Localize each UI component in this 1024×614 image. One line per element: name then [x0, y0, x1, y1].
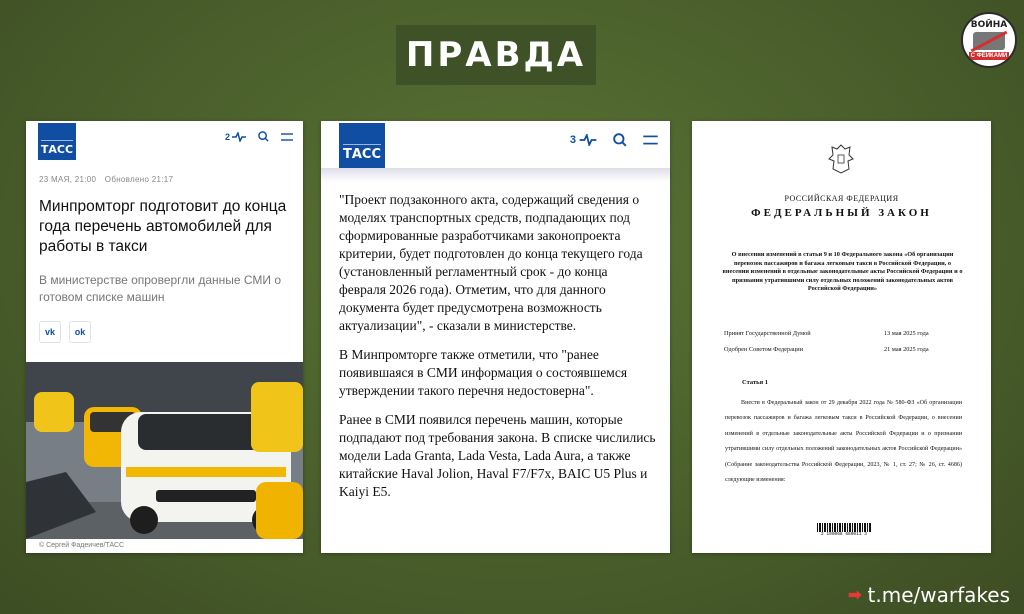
- coat-of-arms-icon: [828, 143, 854, 175]
- article-meta: [39, 175, 173, 184]
- arrow-right-icon: ➡: [848, 587, 862, 604]
- document-subject: О внесении изменений в статьи 9 и 10 Федерального закона «Об организации перевозок пассажиров и багажа легковым такси в Российской Федерации, о внесении изменений в отдельные законодательные акты Российской Федерации и о признании утратившими силу отдельных положений законодательных актов Российской Федерации»: [722, 251, 963, 292]
- search-icon[interactable]: [613, 133, 627, 147]
- approved-date: 21 мая 2025 года: [884, 346, 929, 353]
- article-paragraph: Ранее в СМИ появился перечень машин, которые подпадают под требования закона. В списке числились модели Lada Granta, Lada Vesta, Lada Aura, а также китайские Haval Jolion, Haval F7/F7x, BAIC U5 Plus и Kaiyi E5.: [339, 412, 656, 499]
- article-paragraph: "Проект подзаконного акта, содержащий сведения о моделях транспортных средств, подпадающих под сформированные разработчиками законопроекта критерии, будет подготовлен до конца текущего года (установленный регламентный срок - до конца февраля 2026 года). Отметим, что для данного документа будет предусмотрена возможность актуализации", - сказали в министерстве.: [339, 192, 643, 333]
- telegram-link[interactable]: [848, 583, 1010, 607]
- barcode-number: 2 100068 680011 3: [821, 532, 867, 537]
- war-on-fakes-logo: [961, 12, 1017, 68]
- search-icon[interactable]: [258, 131, 269, 142]
- live-count: 3: [569, 134, 576, 146]
- vk-share-button[interactable]: vk: [39, 321, 61, 343]
- live-feed-button[interactable]: [570, 134, 597, 146]
- menu-icon[interactable]: [643, 134, 658, 146]
- logo-top-text: ВОЙНА: [970, 20, 1008, 30]
- adopted-date: 13 мая 2025 года: [884, 330, 929, 337]
- ok-share-button[interactable]: ok: [69, 321, 91, 343]
- barcode: [817, 523, 871, 537]
- federal-law-document: [692, 121, 991, 553]
- document-country: РОССИЙСКАЯ ФЕДЕРАЦИЯ: [784, 194, 899, 203]
- article-date: 23 МАЯ, 21:00: [39, 175, 97, 184]
- logo-bottom-text: С ФЕЙКАМИ: [970, 53, 1008, 59]
- article-updated: Обновлено 21:17: [104, 175, 174, 184]
- article-title: Статья 1: [742, 379, 768, 386]
- document-dates: [724, 326, 964, 358]
- share-buttons: [39, 321, 91, 343]
- tank-icon: [973, 32, 1005, 50]
- tass-logo[interactable]: ТАСС: [339, 123, 385, 168]
- adopted-label: Принят Государственной Думой: [724, 330, 811, 337]
- photo-credit: © Сергей Фадеичев/ТАСС: [39, 542, 125, 549]
- taxi-photo-illustration: [26, 362, 303, 539]
- approved-label: Одобрен Советом Федерации: [724, 346, 803, 353]
- article-body: [339, 191, 657, 512]
- menu-icon[interactable]: [281, 132, 293, 142]
- live-count: 2: [224, 131, 230, 142]
- live-feed-button[interactable]: [225, 132, 246, 142]
- tass-logo[interactable]: ТАСС: [38, 123, 76, 160]
- title-text: ПРАВДА: [405, 35, 587, 75]
- title-banner: [396, 25, 596, 85]
- article-text: Внести в Федеральный закон от 29 декабря 2022 года № 580-ФЗ «Об организации перевозок пассажиров и багажа легковым такси в Российской Федерации, о внесении изменений в отдельные законодательные акты Российской Федерации и о признании утратившими силу отдельных положений законодательных актов Российской Федерации» (Собрание законодательства Российской Федерации, 2023, № 1, ст. 27; № 26, ст. 4686) следующие изменения:: [725, 400, 962, 484]
- tass-news-card: [26, 121, 303, 553]
- header-icons: [570, 133, 658, 147]
- article-lead: В министерстве опровергли данные СМИ о готовом списке машин: [39, 273, 282, 304]
- pulse-icon: [232, 132, 246, 142]
- header-shadow: [321, 168, 670, 182]
- article-headline: Минпромторг подготовит до конца года перечень автомобилей для работы в такси: [39, 198, 287, 255]
- pulse-icon: [579, 134, 597, 146]
- telegram-link-text: t.me/warfakes: [867, 583, 1010, 607]
- taxi-photo: [26, 362, 303, 539]
- header-icons: [225, 131, 293, 142]
- article-paragraph: В Минпромторге также отметили, что "ранее появившаяся в СМИ информация о состоявшемся утверждении такого перечня недостоверна".: [339, 347, 628, 398]
- document-type: ФЕДЕРАЛЬНЫЙ ЗАКОН: [751, 207, 932, 219]
- tass-article-text: [321, 121, 670, 553]
